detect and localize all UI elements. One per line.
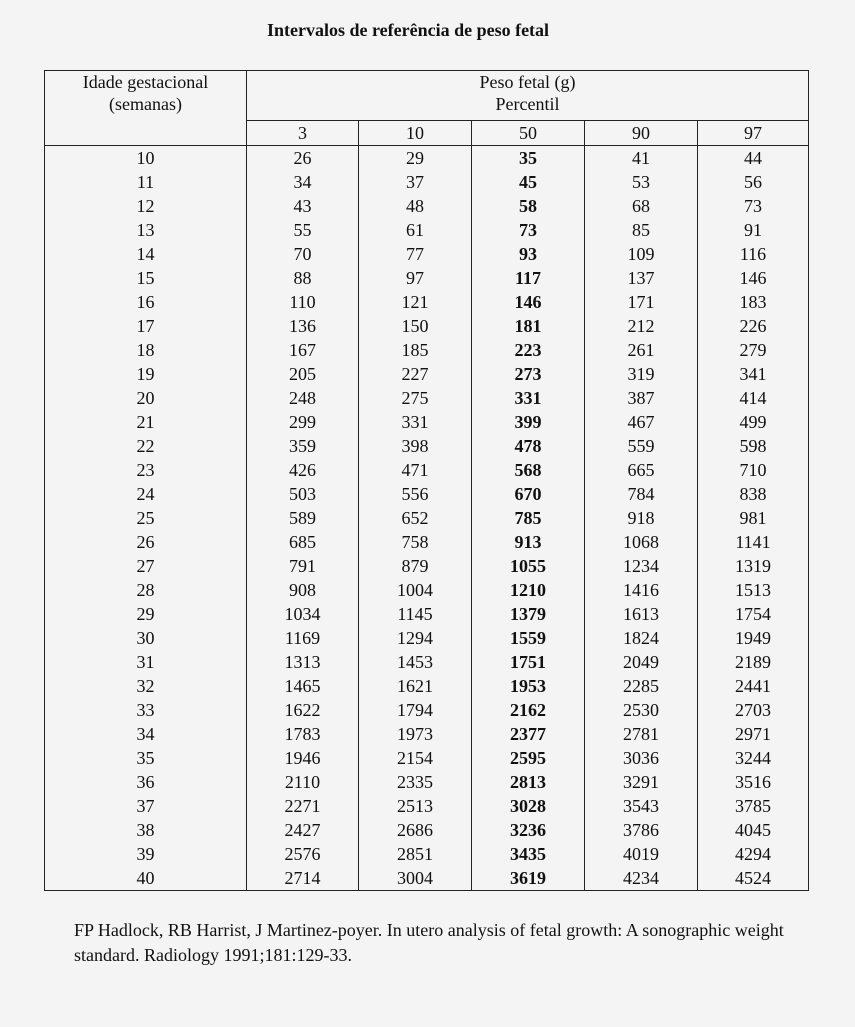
weight-cell: 359 (247, 434, 359, 458)
gestational-week-cell: 37 (45, 794, 247, 818)
weight-cell: 2686 (359, 818, 472, 842)
weight-cell: 227 (359, 362, 472, 386)
weight-cell: 93 (472, 242, 585, 266)
weight-cell: 838 (698, 482, 809, 506)
weight-cell: 2513 (359, 794, 472, 818)
age-column-header (45, 71, 247, 146)
weight-cell: 34 (247, 170, 359, 194)
weight-cell: 183 (698, 290, 809, 314)
table-row (45, 842, 809, 866)
table-row (45, 362, 809, 386)
weight-cell: 146 (698, 266, 809, 290)
weight-cell: 913 (472, 530, 585, 554)
weight-cell: 3028 (472, 794, 585, 818)
table-row (45, 746, 809, 770)
weight-cell: 2110 (247, 770, 359, 794)
weight-cell: 1613 (585, 602, 698, 626)
weight-cell: 85 (585, 218, 698, 242)
weight-cell: 3785 (698, 794, 809, 818)
weight-cell: 171 (585, 290, 698, 314)
weight-cell: 2162 (472, 698, 585, 722)
weight-cell: 426 (247, 458, 359, 482)
weight-cell: 1034 (247, 602, 359, 626)
gestational-week-cell: 39 (45, 842, 247, 866)
weight-cell: 53 (585, 170, 698, 194)
weight-cell: 1319 (698, 554, 809, 578)
weight-cell: 556 (359, 482, 472, 506)
table-row (45, 506, 809, 530)
weight-cell: 918 (585, 506, 698, 530)
percentile-header-50: 50 (472, 121, 585, 146)
weight-cell: 665 (585, 458, 698, 482)
gestational-week-cell: 40 (45, 866, 247, 891)
table-row (45, 722, 809, 746)
table-row (45, 338, 809, 362)
weight-column-header (247, 71, 809, 121)
weight-cell: 35 (472, 146, 585, 171)
fetal-weight-table (44, 70, 809, 891)
weight-cell: 88 (247, 266, 359, 290)
gestational-week-cell: 22 (45, 434, 247, 458)
weight-cell: 471 (359, 458, 472, 482)
table-body (45, 146, 809, 891)
weight-cell: 4045 (698, 818, 809, 842)
table-row (45, 170, 809, 194)
weight-cell: 61 (359, 218, 472, 242)
gestational-week-cell: 32 (45, 674, 247, 698)
weight-cell: 1513 (698, 578, 809, 602)
table-row (45, 530, 809, 554)
gestational-week-cell: 36 (45, 770, 247, 794)
weight-cell: 414 (698, 386, 809, 410)
gestational-week-cell: 16 (45, 290, 247, 314)
weight-cell: 1949 (698, 626, 809, 650)
weight-cell: 116 (698, 242, 809, 266)
weight-cell: 1145 (359, 602, 472, 626)
weight-cell: 568 (472, 458, 585, 482)
weight-cell: 56 (698, 170, 809, 194)
weight-cell: 1946 (247, 746, 359, 770)
weight-cell: 879 (359, 554, 472, 578)
gestational-week-cell: 35 (45, 746, 247, 770)
gestational-week-cell: 20 (45, 386, 247, 410)
weight-cell: 223 (472, 338, 585, 362)
weight-cell: 55 (247, 218, 359, 242)
weight-cell: 77 (359, 242, 472, 266)
table-row (45, 578, 809, 602)
table-row (45, 650, 809, 674)
weight-cell: 1559 (472, 626, 585, 650)
age-column-label: Idade gestacional (semanas) (82, 72, 209, 114)
gestational-week-cell: 31 (45, 650, 247, 674)
weight-cell: 58 (472, 194, 585, 218)
weight-cell: 97 (359, 266, 472, 290)
weight-cell: 181 (472, 314, 585, 338)
weight-cell: 121 (359, 290, 472, 314)
weight-cell: 2189 (698, 650, 809, 674)
weight-cell: 4019 (585, 842, 698, 866)
gestational-week-cell: 29 (45, 602, 247, 626)
table-row (45, 554, 809, 578)
weight-cell: 273 (472, 362, 585, 386)
weight-cell: 2154 (359, 746, 472, 770)
gestational-week-cell: 12 (45, 194, 247, 218)
weight-cell: 331 (359, 410, 472, 434)
weight-cell: 48 (359, 194, 472, 218)
weight-cell: 185 (359, 338, 472, 362)
weight-cell: 299 (247, 410, 359, 434)
table-row (45, 818, 809, 842)
table-title: Intervalos de referência de peso fetal (266, 20, 550, 40)
weight-cell: 26 (247, 146, 359, 171)
weight-cell: 109 (585, 242, 698, 266)
weight-cell: 399 (472, 410, 585, 434)
weight-cell: 1141 (698, 530, 809, 554)
table-row (45, 194, 809, 218)
table-row (45, 674, 809, 698)
weight-cell: 3291 (585, 770, 698, 794)
percentile-header-10: 10 (359, 121, 472, 146)
percentile-header-90: 90 (585, 121, 698, 146)
weight-cell: 2427 (247, 818, 359, 842)
weight-cell: 1234 (585, 554, 698, 578)
weight-cell: 70 (247, 242, 359, 266)
weight-cell: 248 (247, 386, 359, 410)
table-row (45, 626, 809, 650)
weight-cell: 784 (585, 482, 698, 506)
gestational-week-cell: 18 (45, 338, 247, 362)
table-row (45, 290, 809, 314)
table-row (45, 770, 809, 794)
weight-cell: 45 (472, 170, 585, 194)
weight-cell: 4524 (698, 866, 809, 891)
percentile-label: Percentil (495, 94, 560, 114)
weight-cell: 2781 (585, 722, 698, 746)
weight-cell: 319 (585, 362, 698, 386)
weight-cell: 2813 (472, 770, 585, 794)
weight-cell: 341 (698, 362, 809, 386)
weight-cell: 136 (247, 314, 359, 338)
weight-cell: 91 (698, 218, 809, 242)
table-row (45, 314, 809, 338)
weight-cell: 3036 (585, 746, 698, 770)
weight-cell: 478 (472, 434, 585, 458)
gestational-week-cell: 23 (45, 458, 247, 482)
weight-cell: 205 (247, 362, 359, 386)
gestational-week-cell: 26 (45, 530, 247, 554)
weight-cell: 2285 (585, 674, 698, 698)
weight-cell: 2576 (247, 842, 359, 866)
weight-cell: 4294 (698, 842, 809, 866)
gestational-week-cell: 13 (45, 218, 247, 242)
weight-cell: 499 (698, 410, 809, 434)
weight-cell: 3786 (585, 818, 698, 842)
weight-cell: 387 (585, 386, 698, 410)
weight-cell: 3236 (472, 818, 585, 842)
weight-cell: 29 (359, 146, 472, 171)
weight-cell: 68 (585, 194, 698, 218)
weight-cell: 1004 (359, 578, 472, 602)
table-row (45, 218, 809, 242)
weight-cell: 73 (698, 194, 809, 218)
percentile-header-97: 97 (698, 121, 809, 146)
weight-cell: 2441 (698, 674, 809, 698)
weight-cell: 73 (472, 218, 585, 242)
weight-cell: 275 (359, 386, 472, 410)
gestational-week-cell: 33 (45, 698, 247, 722)
weight-cell: 2530 (585, 698, 698, 722)
gestational-week-cell: 24 (45, 482, 247, 506)
source-citation: FP Hadlock, RB Harrist, J Martinez-poyer. In utero analysis of fetal growth: A sonographic weight standard. Radiology 1991;181:129-33. (74, 920, 784, 965)
weight-cell: 3516 (698, 770, 809, 794)
weight-cell: 598 (698, 434, 809, 458)
table-row (45, 434, 809, 458)
weight-cell: 137 (585, 266, 698, 290)
weight-cell: 1953 (472, 674, 585, 698)
gestational-week-cell: 21 (45, 410, 247, 434)
table-row (45, 698, 809, 722)
table-row (45, 242, 809, 266)
weight-cell: 279 (698, 338, 809, 362)
table-row (45, 866, 809, 891)
weight-cell: 3619 (472, 866, 585, 891)
table-row (45, 482, 809, 506)
weight-cell: 785 (472, 506, 585, 530)
weight-cell: 589 (247, 506, 359, 530)
gestational-week-cell: 19 (45, 362, 247, 386)
gestational-week-cell: 27 (45, 554, 247, 578)
weight-cell: 2271 (247, 794, 359, 818)
percentile-header-3: 3 (247, 121, 359, 146)
gestational-week-cell: 14 (45, 242, 247, 266)
weight-cell: 110 (247, 290, 359, 314)
weight-cell: 117 (472, 266, 585, 290)
weight-cell: 1465 (247, 674, 359, 698)
weight-cell: 467 (585, 410, 698, 434)
weight-cell: 1453 (359, 650, 472, 674)
weight-cell: 670 (472, 482, 585, 506)
weight-cell: 2595 (472, 746, 585, 770)
weight-cell: 2851 (359, 842, 472, 866)
table-row (45, 266, 809, 290)
gestational-week-cell: 17 (45, 314, 247, 338)
weight-cell: 1294 (359, 626, 472, 650)
weight-cell: 1416 (585, 578, 698, 602)
weight-cell: 37 (359, 170, 472, 194)
weight-cell: 150 (359, 314, 472, 338)
weight-cell: 1379 (472, 602, 585, 626)
weight-cell: 1055 (472, 554, 585, 578)
weight-cell: 791 (247, 554, 359, 578)
weight-cell: 41 (585, 146, 698, 171)
weight-cell: 212 (585, 314, 698, 338)
weight-cell: 1973 (359, 722, 472, 746)
weight-cell: 1754 (698, 602, 809, 626)
gestational-week-cell: 28 (45, 578, 247, 602)
gestational-week-cell: 11 (45, 170, 247, 194)
gestational-week-cell: 10 (45, 146, 247, 171)
weight-cell: 43 (247, 194, 359, 218)
weight-cell: 1824 (585, 626, 698, 650)
weight-cell: 2971 (698, 722, 809, 746)
weight-cell: 1783 (247, 722, 359, 746)
weight-cell: 146 (472, 290, 585, 314)
weight-cell: 1751 (472, 650, 585, 674)
gestational-week-cell: 15 (45, 266, 247, 290)
weight-cell: 261 (585, 338, 698, 362)
weight-cell: 503 (247, 482, 359, 506)
weight-cell: 1621 (359, 674, 472, 698)
table-row (45, 458, 809, 482)
weight-cell: 2049 (585, 650, 698, 674)
gestational-week-cell: 34 (45, 722, 247, 746)
table-row (45, 602, 809, 626)
weight-cell: 1210 (472, 578, 585, 602)
weight-cell: 685 (247, 530, 359, 554)
weight-cell: 1068 (585, 530, 698, 554)
weight-cell: 3435 (472, 842, 585, 866)
weight-cell: 2377 (472, 722, 585, 746)
weight-cell: 3004 (359, 866, 472, 891)
weight-cell: 981 (698, 506, 809, 530)
weight-cell: 1169 (247, 626, 359, 650)
weight-cell: 2335 (359, 770, 472, 794)
weight-cell: 908 (247, 578, 359, 602)
weight-cell: 3244 (698, 746, 809, 770)
table-row (45, 386, 809, 410)
weight-cell: 331 (472, 386, 585, 410)
table-row (45, 410, 809, 434)
table-row (45, 146, 809, 171)
weight-cell: 226 (698, 314, 809, 338)
weight-column-label: Peso fetal (g) (479, 72, 576, 92)
weight-cell: 44 (698, 146, 809, 171)
weight-cell: 398 (359, 434, 472, 458)
weight-cell: 710 (698, 458, 809, 482)
weight-cell: 1313 (247, 650, 359, 674)
table-row (45, 794, 809, 818)
weight-cell: 2703 (698, 698, 809, 722)
weight-cell: 758 (359, 530, 472, 554)
weight-cell: 3543 (585, 794, 698, 818)
weight-cell: 652 (359, 506, 472, 530)
weight-cell: 559 (585, 434, 698, 458)
weight-cell: 167 (247, 338, 359, 362)
gestational-week-cell: 25 (45, 506, 247, 530)
weight-cell: 4234 (585, 866, 698, 891)
weight-cell: 1622 (247, 698, 359, 722)
weight-cell: 1794 (359, 698, 472, 722)
weight-cell: 2714 (247, 866, 359, 891)
gestational-week-cell: 30 (45, 626, 247, 650)
gestational-week-cell: 38 (45, 818, 247, 842)
